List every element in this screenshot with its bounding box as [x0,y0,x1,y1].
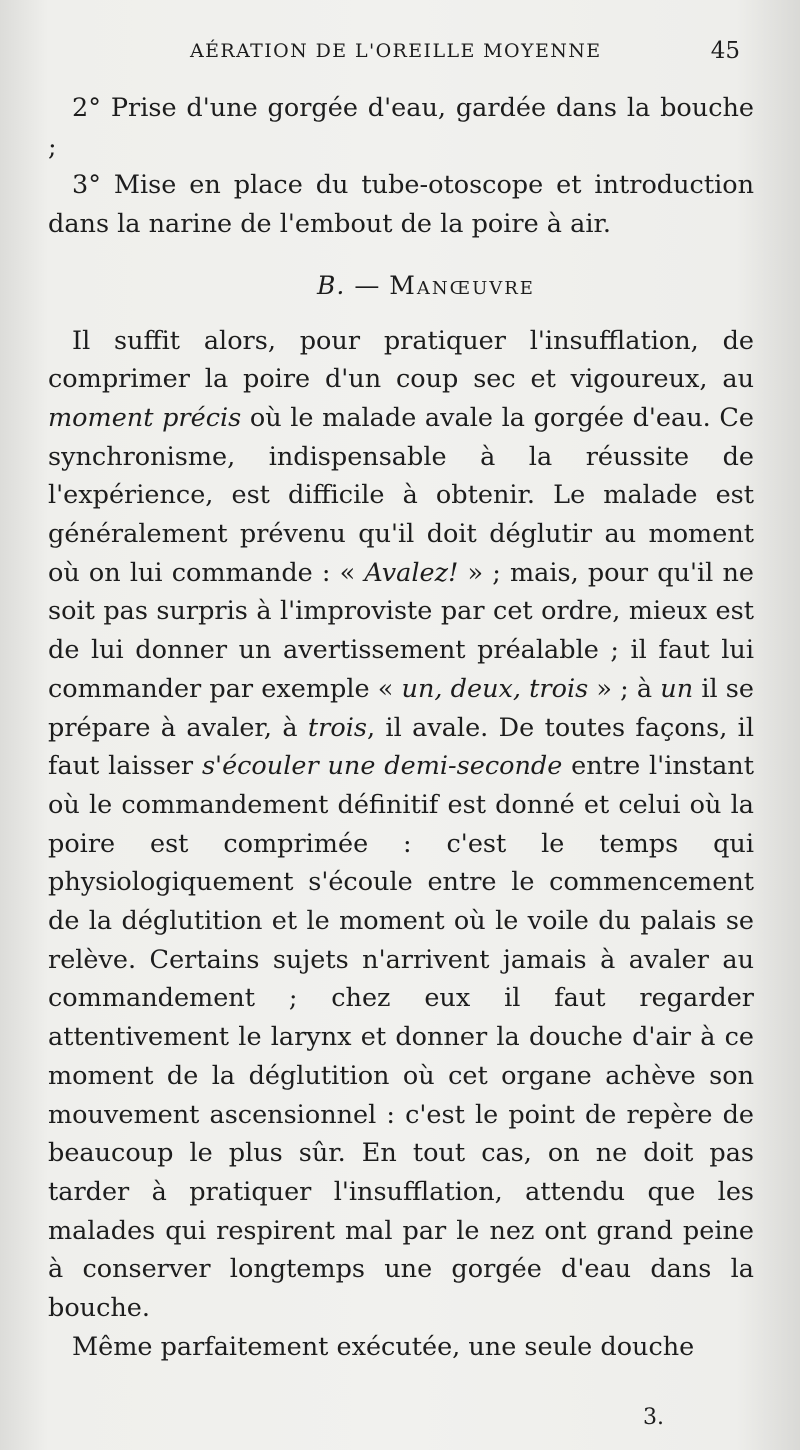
emphasis-un: un [660,673,694,704]
text-run: où le malade avale la gorgée d'eau. Ce synchronisme, indispensable à la réussite de l'expérience, est difficile à obtenir. Le malade est généralement prévenu qu'il doit déglutir au moment où on lui commande : « [48,402,754,588]
text-run: entre l'instant où le commandement définitif est donné et celui où la poire est comprimée : c'est le temps qui physiologiquement s'écoule entre le commencement de la déglutition et le moment où le voile du palais se relève. Certains sujets n'arrivent jamais à avaler au commandement ; chez eux il faut regarder attentivement le larynx et donner la douche d'air à ce moment de la déglutition où cet organe achève son mouvement ascensionnel : c'est le point de repère de beaucoup le plus sûr. En tout cas, on ne doit pas tarder à pratiquer l'insufflation, attendu que les malades qui respirent mal par le nez ont grand peine à conserver longtemps une gorgée d'eau dans la bouche. [48,751,754,1324]
text-run: » ; mais, pour qu'il ne soit pas surpris à l'improviste par cet ordre, mieux est de lui donner un avertissement préalable ; il faut lui commander par exemple « [48,557,754,704]
text-run: , il avale. De toutes façons, il faut laisser [48,712,754,782]
running-title: AÉRATION DE L'OREILLE MOYENNE [190,40,602,62]
emphasis-trois: trois [307,712,367,743]
section-heading [48,267,754,306]
page-number: 45 [710,38,740,64]
paragraph-item-2: 2° Prise d'une gorgée d'eau, gardée dans la bouche ; [48,93,754,162]
running-head [50,36,740,72]
section-title: Manœuvre [389,270,535,300]
text-run: Il suffit alors, pour pratiquer l'insufflation, de comprimer la poire d'un coup sec et vigoureux, au [48,325,754,395]
body-text [48,89,754,1367]
section-letter: B. [317,270,346,300]
section-dash: — [354,270,381,300]
final-paragraph: Même parfaitement exécutée, une seule douche [72,1331,695,1362]
emphasis-moment-precis: moment précis [48,402,242,433]
main-paragraph [48,322,754,1328]
emphasis-un-deux-trois: un, deux, trois [401,673,589,704]
text-run: » ; à [588,673,661,704]
paragraph-item-3: 3° Mise en place du tube-otoscope et introduction dans la narine de l'embout de la poire à air. [48,170,754,240]
text-run: il se prépare à avaler, à [48,673,754,743]
emphasis-s-ecouler: s'écouler une demi-seconde [201,751,563,782]
emphasis-avalez: Avalez! [364,557,459,588]
signature-mark: 3. [643,1405,664,1430]
